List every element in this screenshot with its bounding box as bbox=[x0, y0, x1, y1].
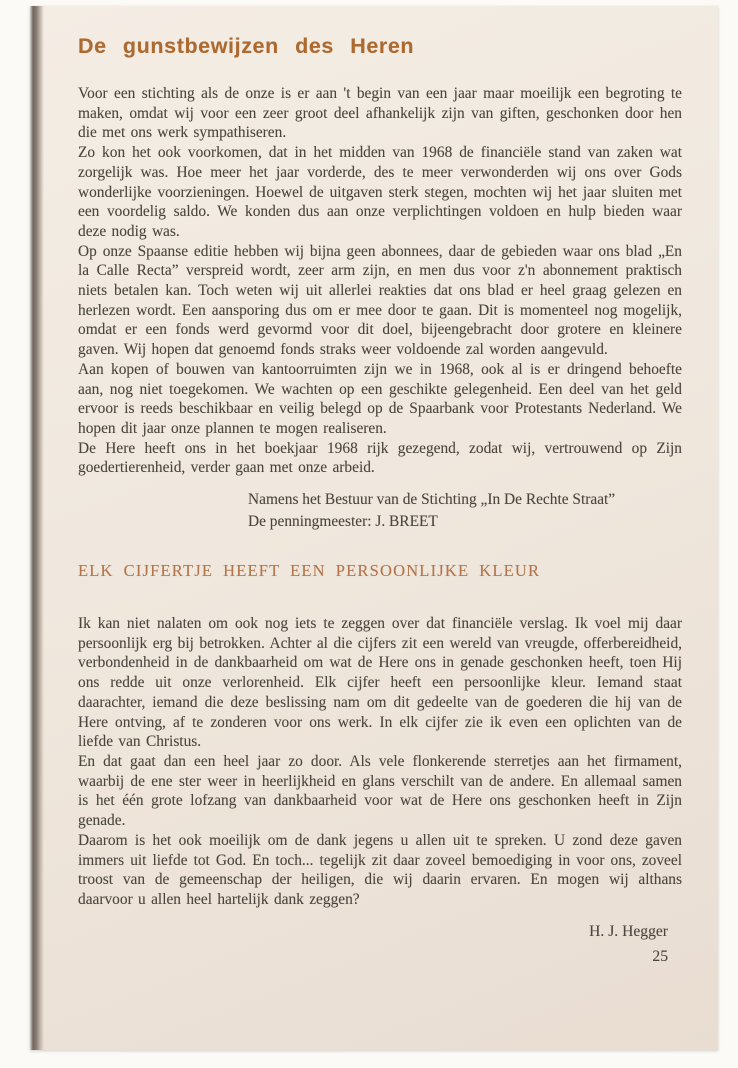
paragraph: En dat gaat dan een heel jaar zo door. Als vele flonkerende sterretjes aan het firmament, waarbij de ene ster weer in heerlijkheid en glans verschilt van de andere. En allemaal samen is het één grote lofzang van dankbaarheid voor wat de Here ons geschonken heeft in Zijn genade. bbox=[78, 752, 682, 830]
signature-line: Namens het Bestuur van de Stichting „In De Rechte Straat” bbox=[248, 491, 616, 509]
magazine-page bbox=[30, 6, 718, 1050]
section-body bbox=[78, 614, 682, 910]
paragraph: De Here heeft ons in het boekjaar 1968 rijk gezegend, zodat wij, vertrouwend op Zijn goedertierenheid, verder gaan met onze arbeid. bbox=[78, 439, 682, 477]
article-body bbox=[78, 84, 682, 478]
paragraph: Daarom is het ook moeilijk om de dank jegens u allen uit te spreken. U zond deze gaven immers uit liefde tot God. En toch... tegelijk zit daar zoveel bemoediging in voor ons, zoveel troost van de gemeenschap der heiligen, die wij daarin ervaren. En mogen wij althans daarvoor u allen heel hartelijk dank zeggen? bbox=[78, 831, 682, 908]
signature-line: De penningmeester: J. BREET bbox=[248, 512, 438, 530]
paragraph: Ik kan niet nalaten om ook nog iets te zeggen over dat financiële verslag. Ik voel mij daar persoonlijk erg bij betrokken. Achter al die cijfers zit een wereld van vreugde, offerbereidheid, verbondenheid in de dankbaarheid om wat de Here ons in genade geschonken heeft, toen Hij ons redde uit onze verlorenheid. Elk cijfer heeft een persoonlijke kleur. Iemand staat daarachter, iemand die deze beslissing nam om dit gedeelte van de goederen die hij van de Here ontving, af te zonderen voor ons werk. In elk cijfer zie ik even een oplichten van de liefde van Christus. bbox=[78, 615, 682, 751]
page-content bbox=[78, 34, 682, 967]
signature-block bbox=[248, 489, 682, 532]
page-spine-shadow bbox=[30, 6, 44, 1050]
paragraph: Op onze Spaanse editie hebben wij bijna geen abonnees, daar de gebieden waar ons blad „En la Calle Recta” verspreid wordt, zeer arm zijn, en men dus voor z'n abonnement praktisch niets betalen kan. Toch weten wij uit allerlei reakties dat ons blad er heel graag gelezen en herlezen wordt. Een aansporing dus om er mee door te gaan. Dit is momenteel nog mogelijk, omdat er een fonds werd gevormd voor dit doel, bijeengebracht door grotere en kleinere gaven. Wij hopen dat genoemd fonds straks weer voldoende zal worden aangevuld. bbox=[78, 242, 682, 359]
paragraph: Zo kon het ook voorkomen, dat in het midden van 1968 de financiële stand van zaken wat zorgelijk was. Hoe meer het jaar vorderde, des te meer verwonderden wij ons over Gods wonderlijke voorzieningen. Hoewel de uitgaven sterk stegen, mochten wij het jaar sluiten met een voordelig saldo. We konden dus aan onze verplichtingen voldoen en hulp bieden waar deze nodig was. bbox=[78, 144, 682, 240]
author-signature: H. J. Hegger bbox=[589, 922, 668, 940]
paragraph: Voor een stichting als de onze is er aan 't begin van een jaar maar moeilijk een begroting te maken, omdat wij voor een zeer groot deel afhankelijk zijn van giften, geschonken door hen die met ons werk sympathiseren. bbox=[78, 85, 682, 142]
paragraph: Aan kopen of bouwen van kantoorruimten zijn we in 1968, ook al is er dringend behoefte aan, nog niet toegekomen. We wachten op een geschikte gelegenheid. Een deel van het geld ervoor is reeds beschikbaar en veilig belegd op de Spaarbank voor Protestants Nederland. We hopen dit jaar onze plannen te mogen realiseren. bbox=[78, 360, 682, 437]
section-heading: ELK CIJFERTJE HEEFT EEN PERSOONLIJKE KLEUR bbox=[78, 561, 541, 581]
article-title: De gunstbewijzen des Heren bbox=[78, 34, 415, 58]
page-number: 25 bbox=[652, 947, 668, 965]
